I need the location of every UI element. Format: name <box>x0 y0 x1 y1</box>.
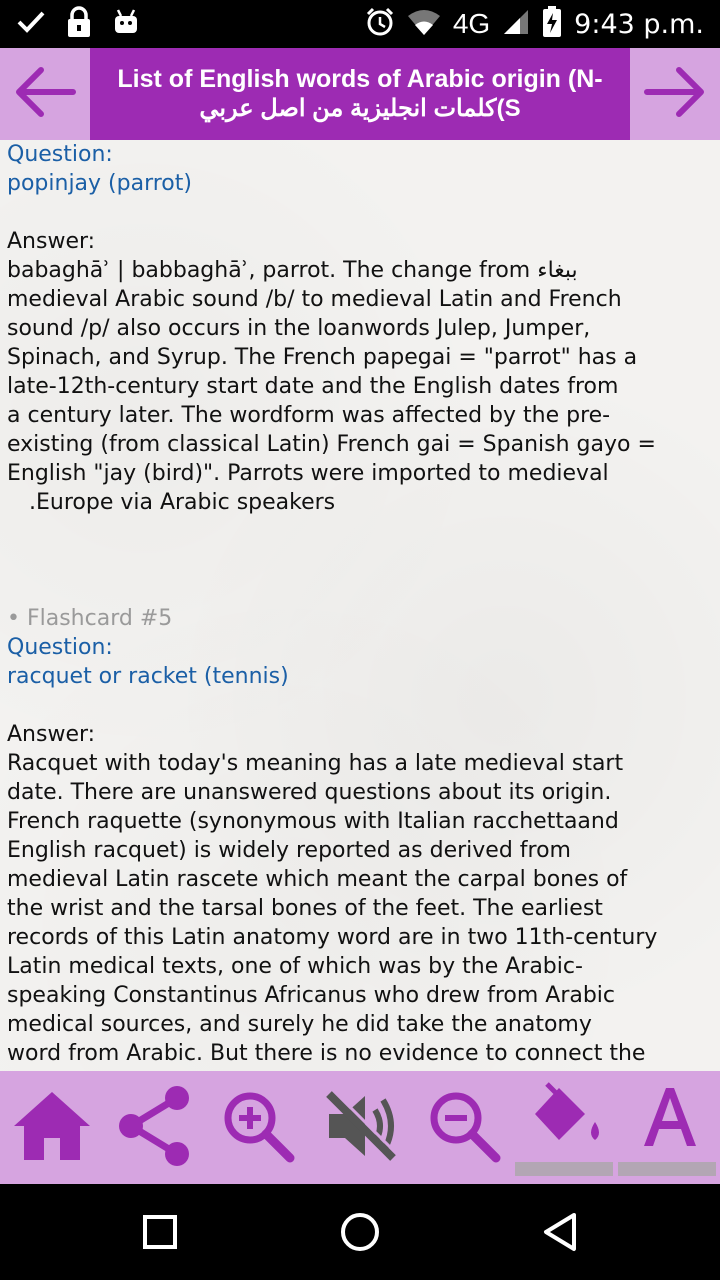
arrow-right-icon <box>643 66 707 122</box>
triangle-back-icon <box>542 1212 578 1256</box>
home-button[interactable] <box>0 1071 103 1184</box>
android-icon <box>112 9 140 39</box>
answer-line: word from Arabic. But there is no evidence to connect the <box>7 1041 646 1066</box>
answer-line: English racquet) is widely reported as derived from <box>7 838 571 863</box>
share-icon <box>115 1084 195 1172</box>
share-button[interactable] <box>103 1071 206 1184</box>
answer-text <box>7 256 713 517</box>
app-header <box>0 48 720 140</box>
title-arabic: كلمات انجليزية من اصل عربي(S <box>199 95 521 122</box>
volume-off-icon <box>321 1086 401 1170</box>
zoom-out-icon <box>426 1088 502 1168</box>
back-button[interactable] <box>532 1206 588 1262</box>
signal-icon <box>502 8 530 40</box>
answer-line: medieval Latin rascete which meant the carpal bones of <box>7 867 628 892</box>
answer-line: Racquet with today's meaning has a late medieval start <box>7 751 624 776</box>
answer-line: .Europe via Arabic speakers <box>29 490 336 515</box>
system-nav-bar <box>0 1184 720 1280</box>
page-title <box>90 48 630 140</box>
answer-line: babaghāʾ | babbaghāʾ, parrot. The change from ببغاء <box>7 258 578 283</box>
question-label: Question: <box>7 142 113 167</box>
zoom-in-icon <box>220 1088 296 1168</box>
question-label: Question: <box>7 635 113 660</box>
answer-label: Answer: <box>7 722 96 747</box>
title-english: List of English words of Arabic origin (N- <box>117 65 603 93</box>
answer-label: Answer: <box>7 229 96 254</box>
flashcard <box>0 604 720 1068</box>
bottom-toolbar <box>0 1071 720 1184</box>
battery-charging-icon <box>542 6 562 42</box>
font-a-icon <box>638 1084 702 1152</box>
flashcard-number: • Flashcard #5 <box>7 606 173 631</box>
answer-line: French raquette (synonymous with Italian racchettaand <box>7 809 619 834</box>
answer-line: existing (from classical Latin) French gai = Spanish gayo = <box>7 432 656 457</box>
alarm-icon <box>365 7 395 41</box>
home-nav-button[interactable] <box>332 1206 388 1262</box>
answer-line: medieval Arabic sound /b/ to medieval Latin and French <box>7 287 622 312</box>
answer-line: English "jay (bird)". Parrots were imported to medieval <box>7 461 609 486</box>
answer-line: date. There are unanswered questions about its origin. <box>7 780 612 805</box>
answer-line: the wrist and the tarsal bones of the feet. The earliest <box>7 896 603 921</box>
arrow-left-icon <box>13 66 77 122</box>
recents-button[interactable] <box>132 1206 188 1262</box>
paint-bucket-icon <box>525 1080 609 1156</box>
home-icon <box>10 1088 94 1168</box>
wifi-icon <box>407 8 441 40</box>
next-button[interactable] <box>630 48 720 140</box>
answer-line: Spinach, and Syrup. The French papegai = "parrot" has a <box>7 345 638 370</box>
lock-icon <box>66 6 92 42</box>
answer-line: records of this Latin anatomy word are in two 11th-century <box>7 925 658 950</box>
color-theme-button[interactable] <box>515 1071 618 1184</box>
answer-text <box>7 749 713 1068</box>
question-text: popinjay (parrot) <box>7 171 192 196</box>
flashcard-list[interactable] <box>0 140 720 1071</box>
color-indicator <box>515 1162 613 1176</box>
answer-line: Latin medical texts, one of which was by the Arabic- <box>7 954 583 979</box>
answer-line: speaking Constantinus Africanus who drew from Arabic <box>7 983 616 1008</box>
network-type: 4G <box>452 8 491 39</box>
question-text: racquet or racket (tennis) <box>7 664 289 689</box>
answer-line: a century later. The wordform was affected by the pre- <box>7 403 611 428</box>
clock: 9:43 p.m. <box>574 8 704 40</box>
answer-line: medical sources, and surely he did take the anatomy <box>7 1012 592 1037</box>
answer-line: sound /p/ also occurs in the loanwords Julep, Jumper, <box>7 316 591 341</box>
status-bar <box>0 0 720 48</box>
answer-line: late-12th-century start date and the English dates from <box>7 374 619 399</box>
square-icon <box>143 1215 177 1253</box>
check-icon <box>16 9 46 39</box>
previous-button[interactable] <box>0 48 90 140</box>
zoom-in-button[interactable] <box>206 1071 309 1184</box>
font-button[interactable] <box>618 1071 720 1184</box>
flashcard <box>0 140 720 517</box>
mute-button[interactable] <box>309 1071 412 1184</box>
zoom-out-button[interactable] <box>412 1071 515 1184</box>
font-indicator <box>618 1162 716 1176</box>
circle-icon <box>340 1212 380 1256</box>
